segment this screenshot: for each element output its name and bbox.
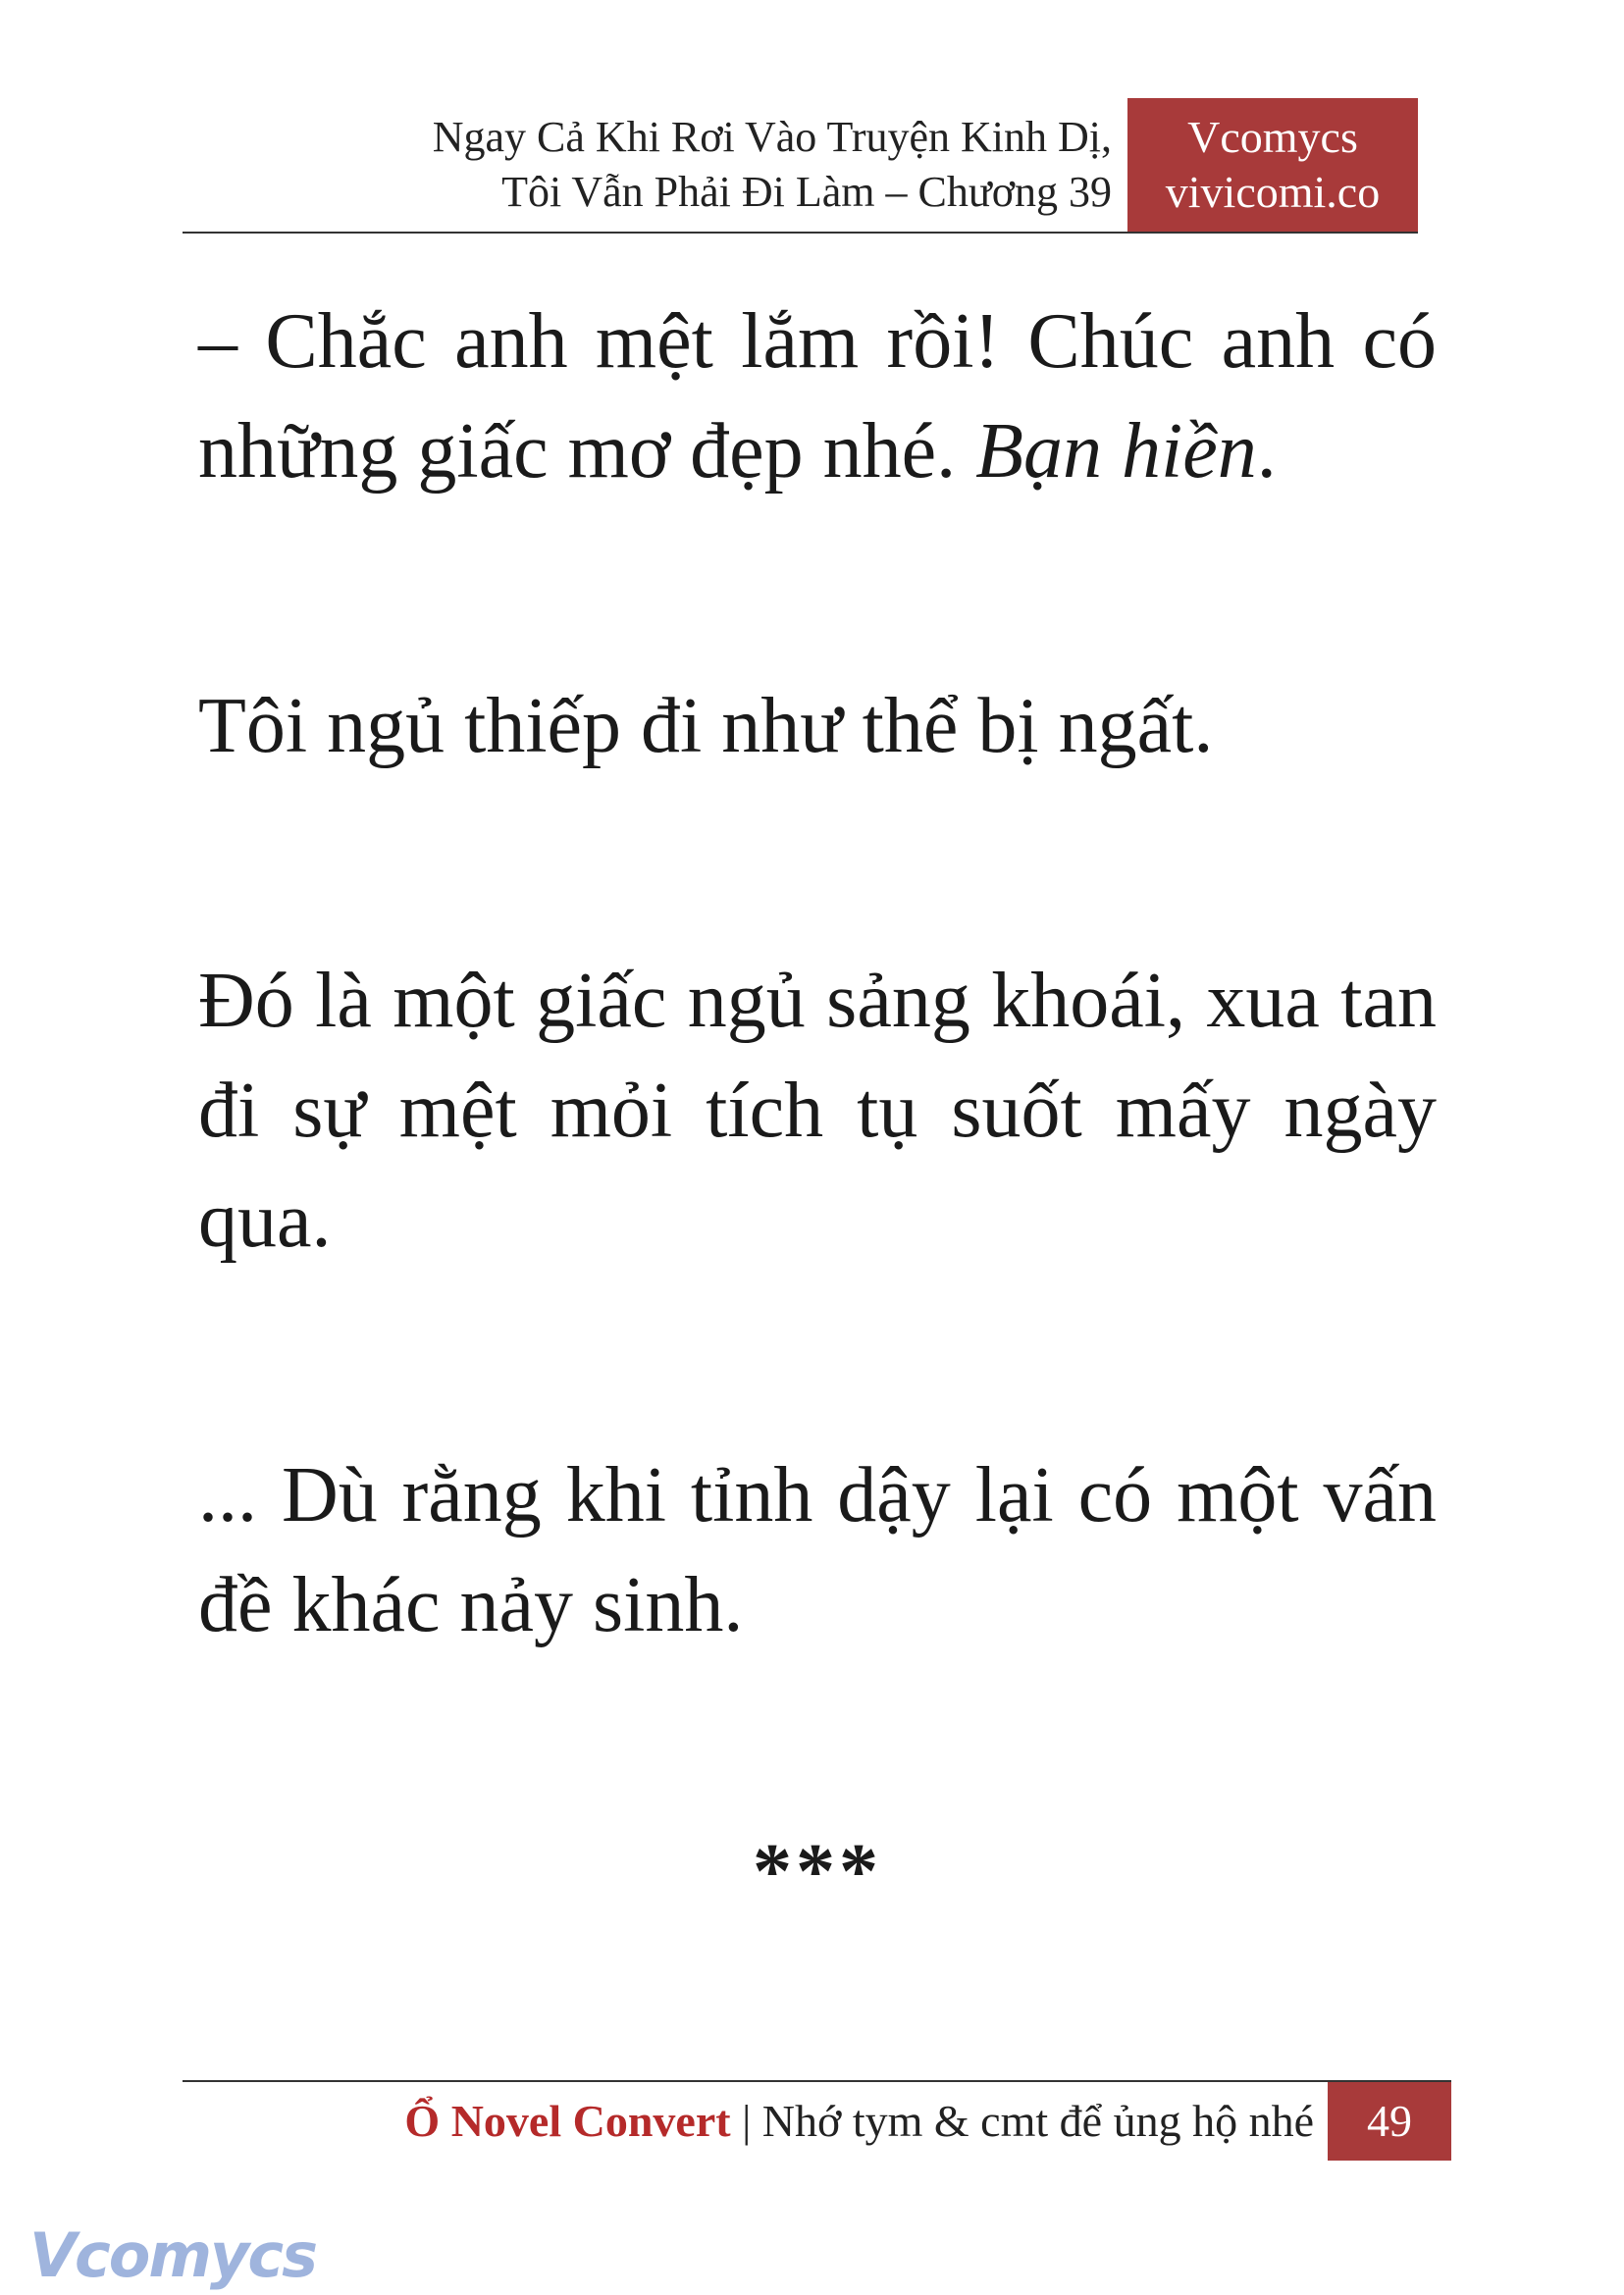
footer-brand: Ổ Novel Convert	[404, 2096, 731, 2146]
paragraph-1	[198, 287, 1437, 506]
footer-message: Nhớ tym & cmt để ủng hộ nhé	[761, 2096, 1314, 2146]
page-header	[183, 98, 1418, 234]
site-brand-box	[1127, 98, 1418, 232]
page-number: 49	[1328, 2082, 1451, 2161]
chapter-body	[198, 287, 1437, 1927]
paragraph-1-text: – Chắc anh mệt lắm rồi! Chúc anh có những giấc mơ đẹp nhé.	[198, 298, 1437, 495]
chapter-title-line-1: Ngay Cả Khi Rơi Vào Truyện Kinh Dị,	[432, 113, 1112, 161]
footer-divider: |	[730, 2096, 762, 2146]
paragraph-4: ... Dù rằng khi tỉnh dậy lại có một vấn đề khác nảy sinh.	[198, 1452, 1437, 1648]
footer-text	[404, 2088, 1314, 2155]
site-brand-name: Vcomycs	[1187, 112, 1358, 162]
paragraph-3: Đó là một giấc ngủ sảng khoái, xua tan đi sự mệt mỏi tích tụ suốt mấy ngày qua.	[198, 958, 1437, 1264]
paragraph-2: Tôi ngủ thiếp đi như thể bị ngất.	[198, 683, 1214, 769]
paragraph-1-italic: Bạn hiền	[975, 408, 1257, 495]
chapter-title	[433, 110, 1112, 220]
site-brand-url: vivicomi.co	[1165, 167, 1381, 217]
watermark-logo: Vcomycs	[29, 2219, 317, 2291]
section-separator: ***	[753, 1829, 882, 1915]
chapter-title-line-2: Tôi Vẫn Phải Đi Làm – Chương 39	[501, 168, 1112, 216]
page-footer	[183, 2080, 1451, 2161]
paragraph-1-end: .	[1256, 408, 1277, 495]
